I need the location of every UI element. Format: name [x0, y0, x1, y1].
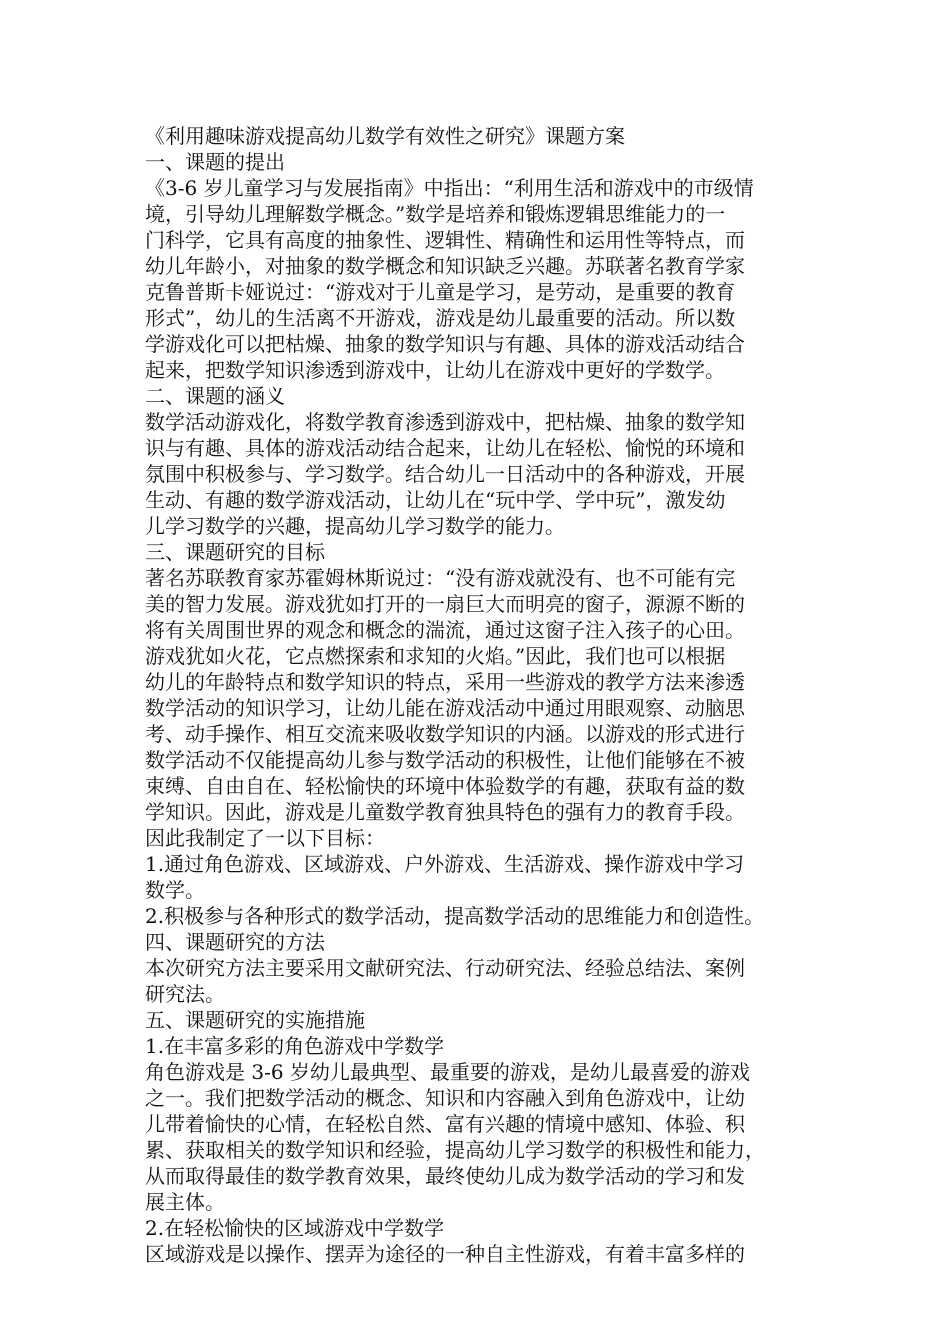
text-line: 游戏犹如火花，它点燃探索和求知的火焰。”因此，我们也可以根据: [145, 644, 726, 668]
text-line: 门科学，它具有高度的抽象性、逻辑性、精确性和运用性等特点，而: [145, 228, 745, 252]
text-line: 累、获取相关的数学知识和经验，提高幼儿学习数学的积极性和能力，: [145, 1138, 765, 1162]
text-line: 三、课题研究的目标: [145, 540, 325, 564]
text-line: 儿带着愉快的心情，在轻松自然、富有兴趣的情境中感知、体验、积: [145, 1112, 745, 1136]
text-line: 著名苏联教育家苏霍姆林斯说过：“没有游戏就没有、也不可能有完: [145, 566, 736, 590]
text-line: 克鲁普斯卡娅说过：“游戏对于儿童是学习，是劳动，是重要的教育: [145, 280, 736, 304]
text-line: 生动、有趣的数学游戏活动，让幼儿在“玩中学、学中玩”，激发幼: [145, 488, 726, 512]
text-line: 美的智力发展。游戏犹如打开的一扇巨大而明亮的窗子，源源不断的: [145, 592, 745, 616]
text-line: 氛围中积极参与、学习数学。结合幼儿一日活动中的各种游戏，开展: [145, 462, 745, 486]
text-line: 数学。: [145, 878, 205, 902]
text-line: 数学活动游戏化，将数学教育渗透到游戏中，把枯燥、抽象的数学知: [145, 410, 745, 434]
text-line: 展主体。: [145, 1190, 225, 1214]
text-line: 之一。我们把数学活动的概念、知识和内容融入到角色游戏中，让幼: [145, 1086, 745, 1110]
text-line: 形式”，幼儿的生活离不开游戏，游戏是幼儿最重要的活动。所以数: [145, 306, 736, 330]
text-line: 2.在轻松愉快的区域游戏中学数学: [145, 1216, 445, 1240]
text-line: 学游戏化可以把枯燥、抽象的数学知识与有趣、具体的游戏活动结合: [145, 332, 745, 356]
text-line: 一、课题的提出: [145, 150, 285, 174]
document-page: [145, 123, 813, 1267]
text-line: 四、课题研究的方法: [145, 930, 325, 954]
text-line: 因此我制定了一以下目标：: [145, 826, 385, 850]
text-line: 学知识。因此，游戏是儿童数学教育独具特色的强有力的教育手段。: [145, 800, 745, 824]
text-line: 幼儿的年龄特点和数学知识的特点，采用一些游戏的教学方法来渗透: [145, 670, 745, 694]
text-line: 数学活动不仅能提高幼儿参与数学活动的积极性，让他们能够在不被: [145, 748, 745, 772]
document-body: [145, 149, 813, 1267]
text-line: 2.积极参与各种形式的数学活动，提高数学活动的思维能力和创造性。: [145, 904, 765, 928]
text-line: 境，引导幼儿理解数学概念。”数学是培养和锻炼逻辑思维能力的一: [145, 202, 726, 226]
text-line: 1.通过角色游戏、区域游戏、户外游戏、生活游戏、操作游戏中学习: [145, 852, 745, 876]
text-line: 二、课题的涵义: [145, 384, 285, 408]
text-line: 数学活动的知识学习，让幼儿能在游戏活动中通过用眼观察、动脑思: [145, 696, 745, 720]
text-line: 考、动手操作、相互交流来吸收数学知识的内涵。以游戏的形式进行: [145, 722, 745, 746]
text-line: 区域游戏是以操作、摆弄为途径的一种自主性游戏，有着丰富多样的: [145, 1242, 745, 1266]
text-line: 幼儿年龄小，对抽象的数学概念和知识缺乏兴趣。苏联著名教育学家: [145, 254, 745, 278]
text-line: 1.在丰富多彩的角色游戏中学数学: [145, 1034, 445, 1058]
text-line: 将有关周围世界的观念和概念的湍流，通过这窗子注入孩子的心田。: [145, 618, 745, 642]
text-line: 从而取得最佳的数学教育效果，最终使幼儿成为数学活动的学习和发: [145, 1164, 745, 1188]
text-line: 五、课题研究的实施措施: [145, 1008, 365, 1032]
text-line: 《3-6 岁儿童学习与发展指南》中指出：“利用生活和游戏中的市级情: [145, 176, 754, 200]
text-line: 束缚、自由自在、轻松愉快的环境中体验数学的有趣，获取有益的数: [145, 774, 745, 798]
document-title: 《利用趣味游戏提高幼儿数学有效性之研究》课题方案: [145, 124, 625, 148]
text-line: 研究法。: [145, 982, 225, 1006]
text-line: 角色游戏是 3-6 岁幼儿最典型、最重要的游戏，是幼儿最喜爱的游戏: [145, 1060, 750, 1084]
text-line: 起来，把数学知识渗透到游戏中，让幼儿在游戏中更好的学数学。: [145, 358, 725, 382]
text-line: 儿学习数学的兴趣，提高幼儿学习数学的能力。: [145, 514, 565, 538]
text-line: 识与有趣、具体的游戏活动结合起来，让幼儿在轻松、愉悦的环境和: [145, 436, 745, 460]
text-line: 本次研究方法主要采用文献研究法、行动研究法、经验总结法、案例: [145, 956, 745, 980]
